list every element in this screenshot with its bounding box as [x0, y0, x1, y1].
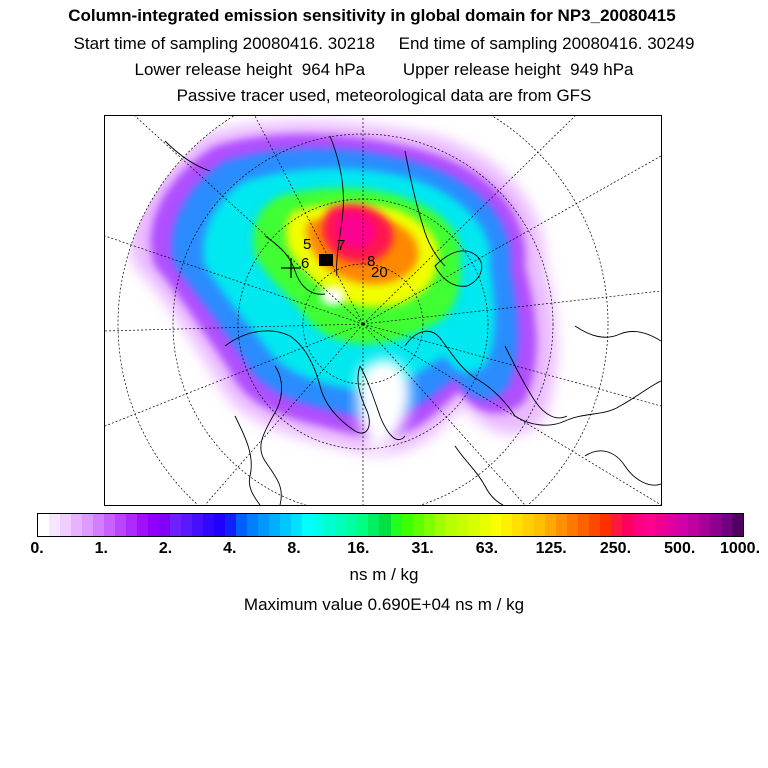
map-label-8: 8 — [367, 253, 376, 270]
colorbar-tick-label: 2. — [158, 540, 173, 557]
colorbar-swatch — [159, 514, 170, 536]
colorbar-swatch — [126, 514, 137, 536]
colorbar-swatch — [413, 514, 424, 536]
colorbar-swatch — [346, 514, 357, 536]
plume-gap — [321, 287, 345, 305]
colorbar-swatch — [82, 514, 93, 536]
figure-title: Column-integrated emission sensitivity in global domain for NP3_20080415 — [68, 6, 676, 25]
colorbar-swatch — [181, 514, 192, 536]
colorbar-swatch — [313, 514, 324, 536]
upper-release-height: Upper release height 949 hPa — [402, 60, 634, 79]
colorbar-swatch — [589, 514, 600, 536]
colorbar-swatch — [677, 514, 688, 536]
colorbar-swatch — [148, 514, 159, 536]
colorbar-tick-label: 1000. — [719, 540, 761, 557]
colorbar-swatch — [93, 514, 104, 536]
colorbar-swatch — [688, 514, 699, 536]
colorbar-tick-label: 500. — [664, 540, 696, 557]
colorbar-swatch — [732, 514, 743, 536]
colorbar-ticks — [0, 540, 768, 562]
colorbar-swatch — [324, 514, 335, 536]
colorbar-swatch — [721, 514, 732, 536]
colorbar-swatch — [335, 514, 346, 536]
colorbar-swatch — [633, 514, 644, 536]
colorbar-tick-label: 8. — [287, 540, 301, 557]
colorbar-swatch — [357, 514, 368, 536]
sampling-times — [0, 34, 768, 54]
colorbar-swatch — [137, 514, 148, 536]
colorbar — [37, 513, 744, 537]
colorbar-swatch — [710, 514, 721, 536]
colorbar-swatch — [435, 514, 446, 536]
colorbar-swatch — [391, 514, 402, 536]
colorbar-swatch — [402, 514, 413, 536]
colorbar-swatch — [225, 514, 236, 536]
start-time: Start time of sampling 20080416. 30218 — [73, 34, 376, 53]
colorbar-tick-label: 63. — [475, 540, 499, 557]
colorbar-swatch — [556, 514, 567, 536]
colorbar-swatch — [379, 514, 390, 536]
map-label-5: 5 — [303, 236, 312, 253]
colorbar-swatch — [512, 514, 523, 536]
colorbar-tick-label: 31. — [411, 540, 434, 557]
colorbar-swatch — [236, 514, 247, 536]
colorbar-swatch — [457, 514, 468, 536]
colorbar-swatch — [545, 514, 556, 536]
colorbar-swatch — [170, 514, 181, 536]
colorbar-swatch — [424, 514, 435, 536]
colorbar-swatch — [247, 514, 258, 536]
colorbar-swatch — [203, 514, 214, 536]
end-time: End time of sampling 20080416. 30249 — [398, 34, 695, 53]
colorbar-swatch — [258, 514, 269, 536]
colorbar-swatch — [192, 514, 203, 536]
colorbar-swatch — [501, 514, 512, 536]
map-label-20: 20 — [371, 264, 388, 281]
colorbar-swatch — [291, 514, 302, 536]
colorbar-swatch — [280, 514, 291, 536]
colorbar-tick-label: 125. — [535, 540, 567, 557]
colorbar-swatch — [104, 514, 115, 536]
map-label-7: 7 — [337, 237, 346, 254]
colorbar-swatch — [655, 514, 666, 536]
units-label: ns m / kg — [349, 565, 419, 584]
colorbar-swatch — [666, 514, 677, 536]
map-label-6: 6 — [301, 255, 310, 272]
colorbar-swatch — [71, 514, 82, 536]
colorbar-swatch — [479, 514, 490, 536]
colorbar-swatch — [302, 514, 313, 536]
colorbar-swatch — [38, 514, 49, 536]
colorbar-tick-label: 4. — [223, 540, 237, 557]
colorbar-swatch — [49, 514, 60, 536]
colorbar-tick-label: 250. — [599, 540, 632, 557]
colorbar-tick-label: 16. — [347, 540, 370, 557]
emission-sensitivity-map — [104, 115, 662, 506]
colorbar-swatch — [446, 514, 457, 536]
map-canvas — [105, 116, 661, 505]
colorbar-swatch — [534, 514, 545, 536]
colorbar-swatch — [611, 514, 622, 536]
maximum-value: Maximum value 0.690E+04 ns m / kg — [243, 595, 525, 614]
colorbar-tick-label: 0. — [30, 540, 44, 557]
release-heights — [0, 60, 768, 80]
colorbar-swatch — [468, 514, 479, 536]
lower-release-height: Lower release height 964 hPa — [134, 60, 366, 79]
colorbar-swatch — [368, 514, 379, 536]
colorbar-swatch — [490, 514, 501, 536]
colorbar-swatch — [699, 514, 710, 536]
colorbar-swatch — [567, 514, 578, 536]
colorbar-swatch — [644, 514, 655, 536]
colorbar-swatch — [269, 514, 280, 536]
colorbar-swatch — [115, 514, 126, 536]
tracer-info: Passive tracer used, meteorological data are from GFS — [176, 86, 592, 105]
colorbar-swatch — [622, 514, 633, 536]
colorbar-tick-label: 1. — [94, 540, 108, 557]
colorbar-swatch — [600, 514, 611, 536]
colorbar-swatch — [60, 514, 71, 536]
colorbar-swatch — [214, 514, 225, 536]
colorbar-swatch — [578, 514, 589, 536]
colorbar-swatch — [523, 514, 534, 536]
